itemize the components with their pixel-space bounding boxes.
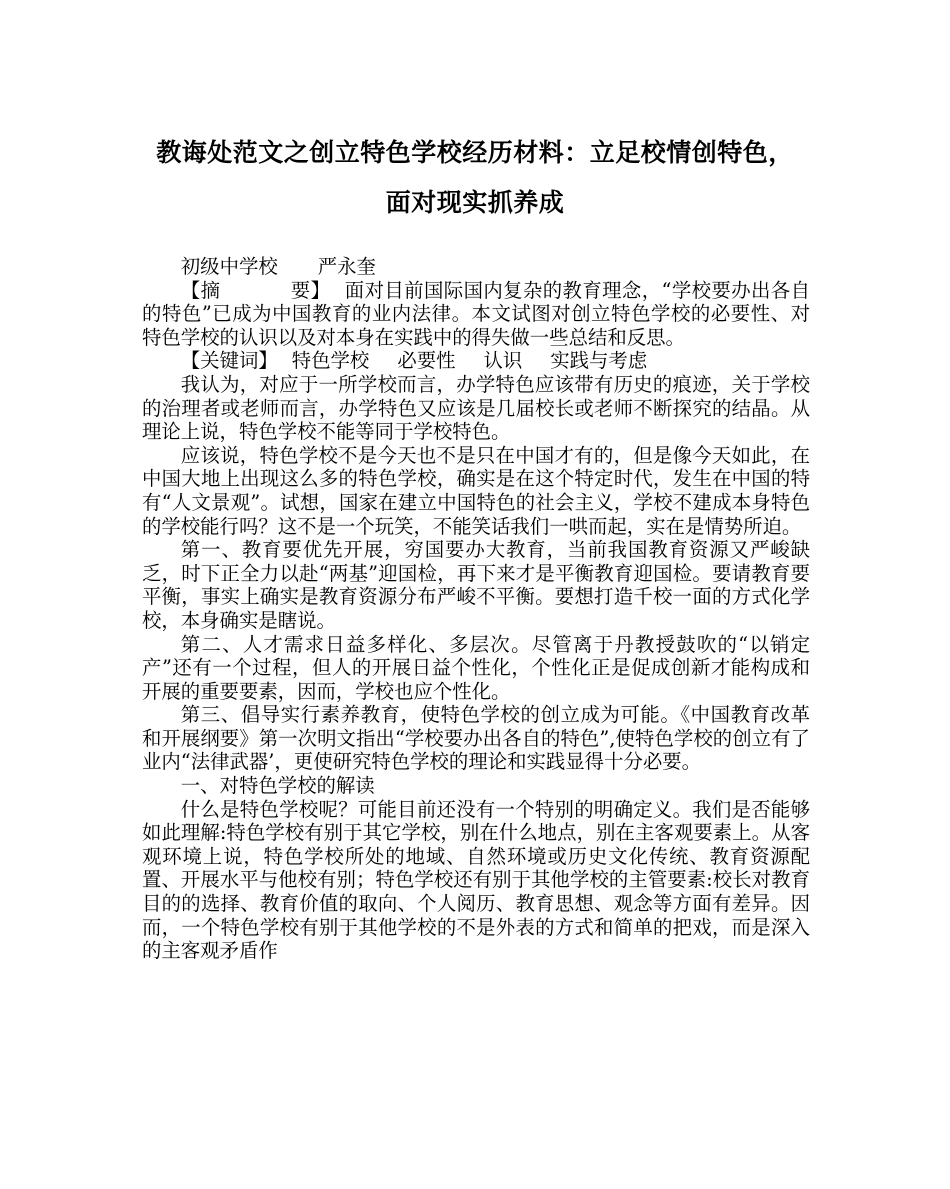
abstract-label-right: 要】 — [290, 278, 331, 302]
author-school: 初级中学校 — [180, 255, 278, 278]
body-paragraph: 什么是特色学校呢？可能目前还没有一个特别的明确定义。我们是否能够如此理解:特色学校有别于其它学校，别在什么地点，别在主客观要素上。从客观环境上说，特色学校所处的地域、自然环境或历史文化传统、教育资源配置、开展水平与他校有别；特色学校还有别于其他学校的主管要素:校长对教育目的的选择、教育价值的取向、个人阅历、教育思想、观念等方面有差异。因而，一个特色学校有别于其他学校的不是外表的方式和简单的把戏，而是深入的主客观矛盾作 — [142, 797, 810, 963]
abstract-label-left: 【摘 — [180, 278, 221, 302]
keyword-item: 必要性 — [397, 349, 456, 373]
keyword-item: 认识 — [483, 349, 523, 373]
keywords-line — [142, 349, 810, 373]
title-line-1: 教诲处范文之创立特色学校经历材料：立足校情创特色， — [156, 138, 794, 167]
section-heading: 一、对特色学校的解读 — [180, 774, 375, 798]
keyword-item: 特色学校 — [291, 349, 370, 373]
body-paragraph: 第三、倡导实行素养教育，使特色学校的创立成为可能。《中国教育改革和开展纲要》第一次明文指出“学校要办出各自的特色”,使特色学校的创立有了业内“法律武器’，更使研究特色学校的理论和实践显得十分必要。 — [142, 703, 810, 774]
author-line — [142, 255, 810, 279]
document-title — [120, 128, 830, 228]
body-paragraph: 我认为，对应于一所学校而言，办学特色应该带有历史的痕迹，关于学校的治理者或老师而言，办学特色又应该是几届校长或老师不断探究的结晶。从理论上说，特色学校不能等同于学校特色。 — [142, 372, 810, 444]
abstract-paragraph — [142, 279, 810, 350]
title-line-2: 面对现实抓养成 — [385, 188, 565, 217]
keywords-label: 【关键词】 — [180, 349, 278, 373]
body-paragraph: 第一、教育要优先开展，穷国要办大教育，当前我国教育资源又严峻缺乏，时下正全力以赴“两基”迎国检，再下来才是平衡教育迎国检。要请教育要平衡，事实上确实是教育资源分布严峻不平衡。要想打造千校一面的方式化学校，本身确实是瞎说。 — [142, 538, 810, 632]
body-paragraph: 应该说，特色学校不是今天也不是只在中国才有的，但是像今天如此，在中国大地上出现这么多的特色学校，确实是在这个特定时代，发生在中国的特有“人文景观”。试想，国家在建立中国特色的社会主义，学校不建成本身特色的学校能行吗？这不是一个玩笑，不能笑话我们一哄而起，实在是情势所迫。 — [142, 443, 810, 538]
abstract-text: 面对目前国际国内复杂的教育理念，“学校要办出各自的特色”已成为中国教育的业内法律。本文试图对创立特色学校的必要性、对特色学校的认识以及对本身在实践中的得失做一些总结和反思。 — [142, 278, 810, 349]
author-name: 严永奎 — [317, 255, 376, 278]
keyword-item: 实践与考虑 — [550, 349, 648, 373]
document-body — [142, 255, 810, 963]
body-paragraph: 第二、人才需求日益多样化、多层次。尽管离于丹教授鼓吹的“以销定产”还有一个过程，但人的开展日益个性化，个性化正是促成创新才能构成和开展的重要要素，因而，学校也应个性化。 — [142, 632, 810, 703]
